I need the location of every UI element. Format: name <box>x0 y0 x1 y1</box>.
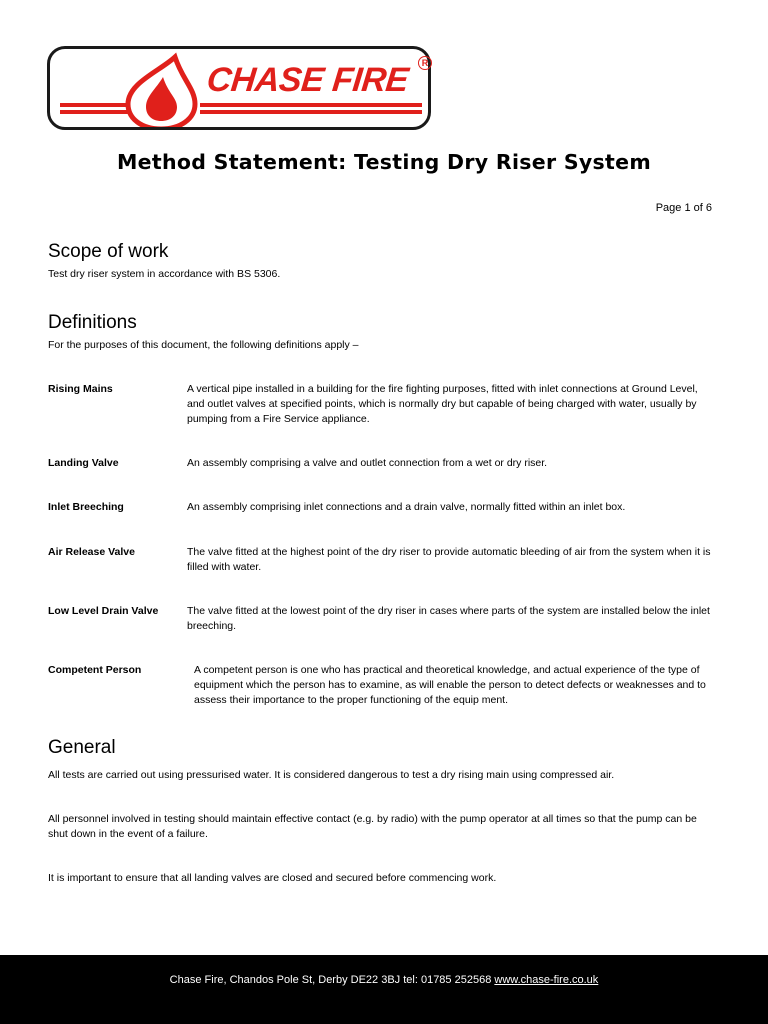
definition-term: Competent Person <box>48 664 142 676</box>
company-logo <box>47 46 431 130</box>
definition-text: A competent person is one who has practical and theoretical knowledge, and actual experience of the type of equipment which the person has to examine, as will enable the person to detect defects or weaknesses and to assess their importance to the proper functioning of the equip ment. <box>194 664 706 706</box>
general-paragraph: All tests are carried out using pressurised water. It is considered dangerous to test a dry rising main using compressed air. <box>48 769 615 781</box>
registered-mark-icon: R <box>418 56 432 70</box>
general-heading: General <box>48 737 116 758</box>
general-paragraph: It is important to ensure that all landing valves are closed and secured before commencing work. <box>48 872 497 884</box>
page-number: Page 1 of 6 <box>655 202 712 214</box>
footer-contact <box>0 974 768 986</box>
definition-term: Air Release Valve <box>48 546 135 558</box>
general-paragraph: All personnel involved in testing should maintain effective contact (e.g. by radio) with the pump operator at all times so that the pump can be shut down in the event of a failure. <box>48 813 697 840</box>
footer-bar <box>0 955 768 1024</box>
definition-text: An assembly comprising inlet connections and a drain valve, normally fitted within an inlet box. <box>187 501 626 513</box>
scope-heading: Scope of work <box>48 241 169 262</box>
footer-address: Chase Fire, Chandos Pole St, Derby DE22 3BJ tel: 01785 252568 <box>169 974 495 986</box>
definition-term: Landing Valve <box>48 457 119 469</box>
definition-text: An assembly comprising a valve and outlet connection from a wet or dry riser. <box>187 457 548 469</box>
definitions-intro: For the purposes of this document, the following definitions apply – <box>48 339 359 351</box>
logo-brand-text: CHASE FIRE <box>205 61 410 99</box>
definition-text: A vertical pipe installed in a building for the fire fighting purposes, fitted with inlet connections at Ground Level, and outlet valves at specified points, which is normally dry but capable of being charged with water, usually by pumping from a Fire Service appliance. <box>187 383 698 425</box>
definition-term: Rising Mains <box>48 383 113 395</box>
scope-text: Test dry riser system in accordance with BS 5306. <box>48 268 281 280</box>
document-title: Method Statement: Testing Dry Riser System <box>116 150 652 174</box>
definition-text: The valve fitted at the lowest point of the dry riser in cases where parts of the system are installed below the inlet breeching. <box>187 605 710 632</box>
definitions-heading: Definitions <box>48 312 137 333</box>
definition-term: Low Level Drain Valve <box>48 605 159 617</box>
website-link[interactable]: www.chase-fire.co.uk <box>494 974 599 986</box>
definition-text: The valve fitted at the highest point of the dry riser to provide automatic bleeding of air from the system when it is filled with water. <box>187 546 711 573</box>
definition-term: Inlet Breeching <box>48 501 124 513</box>
